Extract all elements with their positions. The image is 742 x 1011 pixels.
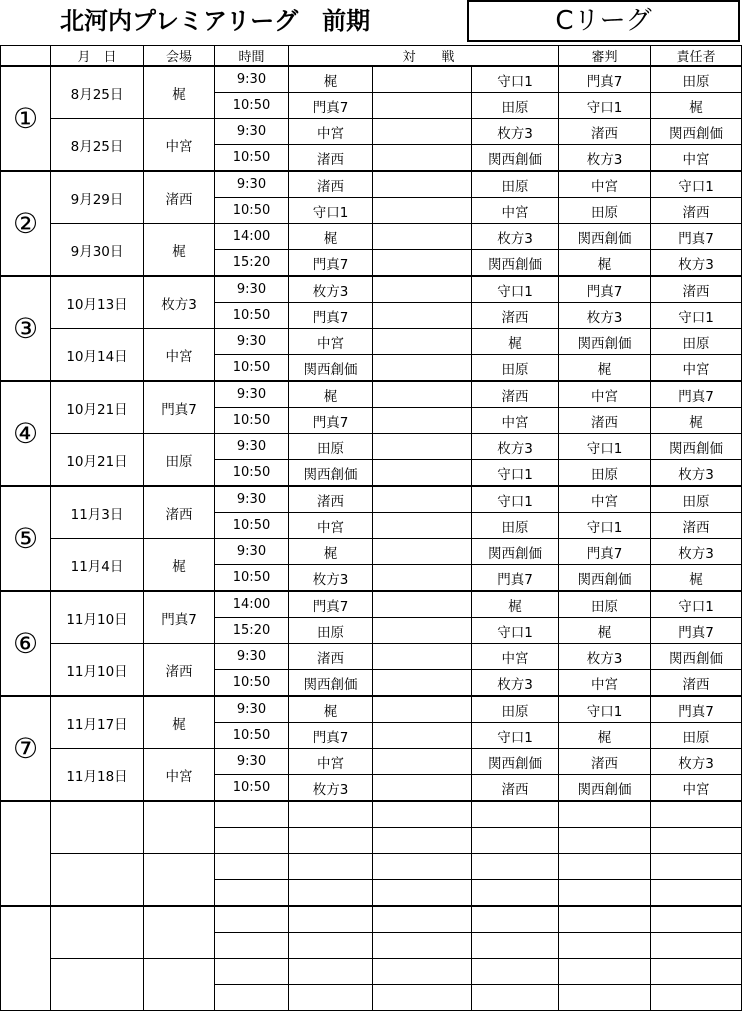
away-team: 守口1 — [472, 66, 559, 93]
away-team — [472, 933, 559, 959]
match-time — [215, 854, 289, 880]
match-date: 10月14日 — [51, 329, 144, 382]
match-vs-blank — [373, 880, 472, 907]
match-venue: 門真7 — [144, 591, 215, 644]
match-time: 10:50 — [215, 775, 289, 802]
away-team: 田原 — [472, 355, 559, 382]
referee-team: 中宮 — [559, 381, 651, 408]
round-number: ③ — [1, 276, 51, 381]
match-time: 9:30 — [215, 276, 289, 303]
responsible-team — [651, 854, 742, 880]
match-row — [1, 644, 742, 670]
responsible-team: 枚方3 — [651, 250, 742, 277]
match-time: 10:50 — [215, 145, 289, 172]
responsible-team: 梶 — [651, 408, 742, 434]
header-match: 対 戦 — [373, 46, 559, 67]
match-date: 11月10日 — [51, 591, 144, 644]
responsible-team: 中宮 — [651, 355, 742, 382]
round-number: ⑤ — [1, 486, 51, 591]
match-time — [215, 828, 289, 854]
match-vs-blank — [373, 801, 472, 828]
match-vs-blank — [373, 828, 472, 854]
away-team: 枚方3 — [472, 434, 559, 460]
home-team: 枚方3 — [289, 565, 373, 592]
round-number: ① — [1, 66, 51, 171]
referee-team: 渚西 — [559, 119, 651, 145]
match-date: 9月29日 — [51, 171, 144, 224]
away-team — [472, 801, 559, 828]
match-vs-blank — [373, 66, 472, 93]
schedule-table — [0, 45, 742, 1011]
home-team — [289, 959, 373, 985]
away-team — [472, 906, 559, 933]
responsible-team: 守口1 — [651, 591, 742, 618]
match-date: 11月18日 — [51, 749, 144, 802]
responsible-team: 田原 — [651, 723, 742, 749]
match-vs-blank — [373, 933, 472, 959]
match-vs-blank — [373, 329, 472, 355]
referee-team: 田原 — [559, 198, 651, 224]
match-time — [215, 906, 289, 933]
home-team: 関西創価 — [289, 670, 373, 697]
header-referee: 審判 — [559, 46, 651, 67]
header-responsible: 責任者 — [651, 46, 742, 67]
home-team: 梶 — [289, 539, 373, 565]
responsible-team: 関西創価 — [651, 434, 742, 460]
match-time: 15:20 — [215, 250, 289, 277]
home-team — [289, 985, 373, 1011]
referee-team: 門真7 — [559, 539, 651, 565]
referee-team: 関西創価 — [559, 775, 651, 802]
match-date: 10月21日 — [51, 381, 144, 434]
match-row — [1, 801, 742, 828]
away-team: 田原 — [472, 513, 559, 539]
round-number — [1, 906, 51, 1011]
away-team: 関西創価 — [472, 145, 559, 172]
match-time: 9:30 — [215, 749, 289, 775]
home-team: 門真7 — [289, 723, 373, 749]
away-team: 門真7 — [472, 565, 559, 592]
match-vs-blank — [373, 959, 472, 985]
responsible-team — [651, 933, 742, 959]
referee-team: 枚方3 — [559, 644, 651, 670]
responsible-team — [651, 828, 742, 854]
match-time: 9:30 — [215, 171, 289, 198]
match-venue: 中宮 — [144, 329, 215, 382]
home-team: 渚西 — [289, 644, 373, 670]
match-time: 15:20 — [215, 618, 289, 644]
home-team — [289, 933, 373, 959]
home-team — [289, 828, 373, 854]
referee-team — [559, 828, 651, 854]
responsible-team — [651, 906, 742, 933]
away-team: 田原 — [472, 171, 559, 198]
match-vs-blank — [373, 224, 472, 250]
match-row — [1, 66, 742, 93]
match-vs-blank — [373, 854, 472, 880]
responsible-team — [651, 880, 742, 907]
match-row — [1, 171, 742, 198]
home-team: 田原 — [289, 434, 373, 460]
home-team: 関西創価 — [289, 460, 373, 487]
round-number — [1, 801, 51, 906]
match-date — [51, 854, 144, 907]
away-team — [472, 854, 559, 880]
responsible-team: 枚方3 — [651, 460, 742, 487]
away-team: 田原 — [472, 696, 559, 723]
away-team: 守口1 — [472, 486, 559, 513]
away-team — [472, 828, 559, 854]
match-vs-blank — [373, 486, 472, 513]
match-vs-blank — [373, 670, 472, 697]
match-vs-blank — [373, 749, 472, 775]
referee-team — [559, 959, 651, 985]
home-team: 枚方3 — [289, 276, 373, 303]
referee-team — [559, 906, 651, 933]
away-team — [472, 959, 559, 985]
home-team: 門真7 — [289, 303, 373, 329]
home-team — [289, 906, 373, 933]
responsible-team: 門真7 — [651, 618, 742, 644]
match-time: 9:30 — [215, 381, 289, 408]
round-number: ⑥ — [1, 591, 51, 696]
header-time: 時間 — [215, 46, 289, 67]
home-team: 渚西 — [289, 171, 373, 198]
match-row — [1, 486, 742, 513]
referee-team: 門真7 — [559, 66, 651, 93]
home-team: 田原 — [289, 618, 373, 644]
match-row — [1, 539, 742, 565]
match-venue: 梶 — [144, 224, 215, 277]
home-team: 関西創価 — [289, 355, 373, 382]
referee-team: 渚西 — [559, 749, 651, 775]
referee-team: 梶 — [559, 355, 651, 382]
match-row — [1, 329, 742, 355]
referee-team: 関西創価 — [559, 224, 651, 250]
match-venue: 梶 — [144, 539, 215, 592]
home-team — [289, 801, 373, 828]
referee-team: 守口1 — [559, 93, 651, 119]
match-venue — [144, 959, 215, 1011]
match-vs-blank — [373, 696, 472, 723]
responsible-team — [651, 985, 742, 1011]
referee-team: 中宮 — [559, 486, 651, 513]
away-team: 田原 — [472, 93, 559, 119]
match-date: 11月10日 — [51, 644, 144, 697]
match-time: 10:50 — [215, 513, 289, 539]
match-time: 10:50 — [215, 408, 289, 434]
match-row — [1, 696, 742, 723]
home-team: 門真7 — [289, 250, 373, 277]
referee-team: 守口1 — [559, 434, 651, 460]
match-time: 10:50 — [215, 723, 289, 749]
match-date: 11月4日 — [51, 539, 144, 592]
header-venue: 会場 — [144, 46, 215, 67]
match-vs-blank — [373, 539, 472, 565]
match-venue: 門真7 — [144, 381, 215, 434]
home-team: 梶 — [289, 224, 373, 250]
match-venue — [144, 854, 215, 907]
match-vs-blank — [373, 723, 472, 749]
match-venue: 枚方3 — [144, 276, 215, 329]
match-vs-blank — [373, 565, 472, 592]
responsible-team: 守口1 — [651, 303, 742, 329]
away-team: 枚方3 — [472, 224, 559, 250]
match-time: 9:30 — [215, 696, 289, 723]
match-vs-blank — [373, 775, 472, 802]
referee-team: 枚方3 — [559, 303, 651, 329]
away-team: 中宮 — [472, 644, 559, 670]
home-team — [289, 854, 373, 880]
responsible-team: 門真7 — [651, 224, 742, 250]
match-date: 10月13日 — [51, 276, 144, 329]
referee-team: 梶 — [559, 723, 651, 749]
referee-team: 守口1 — [559, 696, 651, 723]
match-row — [1, 224, 742, 250]
away-team: 枚方3 — [472, 670, 559, 697]
match-vs-blank — [373, 644, 472, 670]
away-team: 関西創価 — [472, 250, 559, 277]
responsible-team: 中宮 — [651, 145, 742, 172]
round-number: ② — [1, 171, 51, 276]
match-venue — [144, 801, 215, 854]
responsible-team: 関西創価 — [651, 644, 742, 670]
match-row — [1, 906, 742, 933]
referee-team — [559, 801, 651, 828]
match-time: 9:30 — [215, 644, 289, 670]
referee-team — [559, 933, 651, 959]
match-venue: 梶 — [144, 66, 215, 119]
home-team: 中宮 — [289, 513, 373, 539]
responsible-team: 渚西 — [651, 276, 742, 303]
home-team: 中宮 — [289, 749, 373, 775]
match-vs-blank — [373, 276, 472, 303]
away-team: 守口1 — [472, 460, 559, 487]
referee-team: 関西創価 — [559, 329, 651, 355]
match-row — [1, 381, 742, 408]
away-team: 枚方3 — [472, 119, 559, 145]
responsible-team: 田原 — [651, 66, 742, 93]
match-time: 10:50 — [215, 460, 289, 487]
page-title: 北河内プレミアリーグ 前期 — [60, 6, 371, 35]
match-row — [1, 749, 742, 775]
away-team: 守口1 — [472, 618, 559, 644]
away-team: 中宮 — [472, 198, 559, 224]
away-team — [472, 880, 559, 907]
home-team: 門真7 — [289, 591, 373, 618]
away-team: 守口1 — [472, 276, 559, 303]
header-round — [1, 46, 51, 67]
responsible-team: 中宮 — [651, 775, 742, 802]
match-date — [51, 801, 144, 854]
header-row — [1, 46, 742, 67]
match-time: 10:50 — [215, 198, 289, 224]
home-team: 梶 — [289, 381, 373, 408]
home-team: 梶 — [289, 66, 373, 93]
match-row — [1, 959, 742, 985]
match-time — [215, 959, 289, 985]
responsible-team: 梶 — [651, 565, 742, 592]
referee-team: 中宮 — [559, 670, 651, 697]
referee-team: 守口1 — [559, 513, 651, 539]
referee-team — [559, 854, 651, 880]
away-team: 渚西 — [472, 303, 559, 329]
match-vs-blank — [373, 171, 472, 198]
match-date: 10月21日 — [51, 434, 144, 487]
match-date — [51, 959, 144, 1011]
responsible-team: 田原 — [651, 486, 742, 513]
match-row — [1, 119, 742, 145]
match-time — [215, 985, 289, 1011]
referee-team: 渚西 — [559, 408, 651, 434]
responsible-team: 渚西 — [651, 670, 742, 697]
match-vs-blank — [373, 434, 472, 460]
away-team: 渚西 — [472, 775, 559, 802]
home-team: 中宮 — [289, 119, 373, 145]
match-row — [1, 276, 742, 303]
match-time: 10:50 — [215, 303, 289, 329]
match-date: 9月30日 — [51, 224, 144, 277]
league-name: Cリーグ — [467, 0, 740, 42]
responsible-team: 守口1 — [651, 171, 742, 198]
match-vs-blank — [373, 119, 472, 145]
responsible-team: 枚方3 — [651, 539, 742, 565]
match-vs-blank — [373, 591, 472, 618]
home-team: 渚西 — [289, 145, 373, 172]
match-venue: 渚西 — [144, 171, 215, 224]
referee-team: 中宮 — [559, 171, 651, 198]
match-venue: 渚西 — [144, 644, 215, 697]
referee-team: 梶 — [559, 250, 651, 277]
home-team: 門真7 — [289, 408, 373, 434]
match-time — [215, 933, 289, 959]
match-time: 9:30 — [215, 486, 289, 513]
referee-team: 関西創価 — [559, 565, 651, 592]
match-row — [1, 591, 742, 618]
responsible-team: 渚西 — [651, 513, 742, 539]
referee-team: 梶 — [559, 618, 651, 644]
responsible-team: 門真7 — [651, 696, 742, 723]
home-team — [289, 880, 373, 907]
away-team: 関西創価 — [472, 539, 559, 565]
match-time: 10:50 — [215, 670, 289, 697]
away-team — [472, 985, 559, 1011]
match-date: 11月17日 — [51, 696, 144, 749]
home-team: 枚方3 — [289, 775, 373, 802]
match-vs-blank — [373, 906, 472, 933]
referee-team: 門真7 — [559, 276, 651, 303]
match-time: 9:30 — [215, 119, 289, 145]
home-team: 梶 — [289, 696, 373, 723]
match-date: 8月25日 — [51, 66, 144, 119]
referee-team — [559, 880, 651, 907]
responsible-team: 渚西 — [651, 198, 742, 224]
match-date: 8月25日 — [51, 119, 144, 172]
match-time: 10:50 — [215, 565, 289, 592]
responsible-team: 田原 — [651, 329, 742, 355]
referee-team — [559, 985, 651, 1011]
match-date — [51, 906, 144, 959]
home-team: 渚西 — [289, 486, 373, 513]
round-number: ⑦ — [1, 696, 51, 801]
match-time: 9:30 — [215, 539, 289, 565]
referee-team: 枚方3 — [559, 145, 651, 172]
match-time: 9:30 — [215, 329, 289, 355]
match-vs-blank — [373, 250, 472, 277]
match-time: 14:00 — [215, 591, 289, 618]
responsible-team: 門真7 — [651, 381, 742, 408]
match-time: 9:30 — [215, 434, 289, 460]
match-vs-blank — [373, 355, 472, 382]
match-vs-blank — [373, 381, 472, 408]
round-number: ④ — [1, 381, 51, 486]
match-venue: 中宮 — [144, 749, 215, 802]
match-vs-blank — [373, 408, 472, 434]
match-time: 9:30 — [215, 66, 289, 93]
match-row — [1, 434, 742, 460]
match-time: 10:50 — [215, 93, 289, 119]
home-team: 中宮 — [289, 329, 373, 355]
match-venue: 梶 — [144, 696, 215, 749]
match-vs-blank — [373, 145, 472, 172]
home-team: 門真7 — [289, 93, 373, 119]
responsible-team — [651, 801, 742, 828]
match-time: 14:00 — [215, 224, 289, 250]
match-vs-blank — [373, 618, 472, 644]
responsible-team: 梶 — [651, 93, 742, 119]
responsible-team — [651, 959, 742, 985]
away-team: 中宮 — [472, 408, 559, 434]
match-vs-blank — [373, 93, 472, 119]
away-team: 守口1 — [472, 723, 559, 749]
match-vs-blank — [373, 198, 472, 224]
match-vs-blank — [373, 513, 472, 539]
match-vs-blank — [373, 303, 472, 329]
away-team: 梶 — [472, 329, 559, 355]
match-vs-blank — [373, 985, 472, 1011]
header-date: 月 日 — [51, 46, 144, 67]
match-row — [1, 854, 742, 880]
match-venue: 中宮 — [144, 119, 215, 172]
match-venue — [144, 906, 215, 959]
match-vs-blank — [373, 460, 472, 487]
referee-team: 田原 — [559, 460, 651, 487]
responsible-team: 枚方3 — [651, 749, 742, 775]
match-date: 11月3日 — [51, 486, 144, 539]
match-time: 10:50 — [215, 355, 289, 382]
match-time — [215, 880, 289, 907]
responsible-team: 関西創価 — [651, 119, 742, 145]
away-team: 梶 — [472, 591, 559, 618]
header-match-left — [289, 46, 373, 67]
away-team: 渚西 — [472, 381, 559, 408]
referee-team: 田原 — [559, 591, 651, 618]
match-venue: 渚西 — [144, 486, 215, 539]
away-team: 関西創価 — [472, 749, 559, 775]
match-time — [215, 801, 289, 828]
match-venue: 田原 — [144, 434, 215, 487]
home-team: 守口1 — [289, 198, 373, 224]
